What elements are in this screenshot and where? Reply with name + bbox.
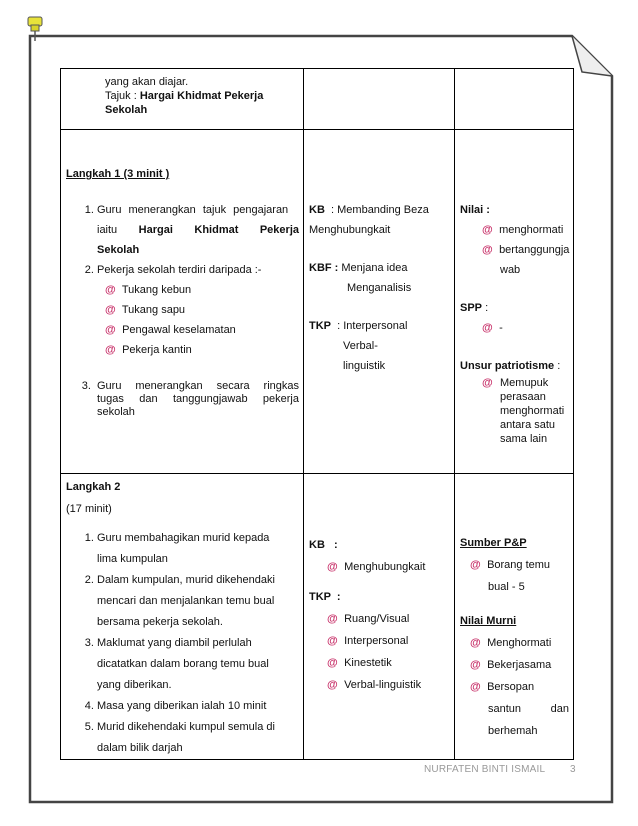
tkp-text: Interpersonal	[344, 635, 409, 647]
nilai-text: bertanggungja	[499, 244, 570, 256]
tajuk-line	[105, 89, 303, 103]
swirl-bullet-icon: @	[470, 681, 481, 693]
kb-line	[309, 200, 454, 220]
list-item	[309, 556, 454, 578]
workers-list	[61, 280, 303, 360]
item-line: bersama pekerja sekolah.	[97, 616, 223, 628]
item-line: 2. Dalam kumpulan, murid dikehendaki	[97, 574, 275, 586]
langkah1-step-cell	[61, 130, 304, 474]
swirl-bullet-icon: @	[482, 377, 493, 389]
langkah2-duration: (17 minit)	[66, 503, 112, 515]
swirl-bullet-icon: @	[105, 324, 116, 336]
list-item	[97, 717, 303, 759]
kbf-value: Menganalisis	[347, 282, 412, 294]
patriot-text: Memupuk	[500, 377, 549, 389]
kb-value: : Membanding Beza	[331, 204, 429, 216]
list-item	[460, 240, 573, 260]
item1-word: Pekerja	[259, 224, 299, 236]
swirl-bullet-icon: @	[482, 244, 493, 256]
langkah2-values-cell	[455, 474, 574, 760]
item1-line-a	[97, 200, 299, 220]
row1-step-cell	[61, 69, 304, 130]
list-item	[460, 632, 573, 654]
list-item	[460, 220, 573, 240]
nilai-murni-text: Bersopan	[487, 681, 535, 693]
worker-text: Tukang kebun	[121, 284, 192, 296]
swirl-bullet-icon: @	[470, 637, 481, 649]
list-item	[97, 570, 303, 633]
list-item	[97, 528, 303, 570]
item1-line-b	[97, 220, 299, 240]
tkp-text: Kinestetik	[344, 657, 392, 669]
patriot-text: antara satu	[500, 419, 556, 431]
nilai-murni-text: santun	[488, 703, 522, 715]
swirl-bullet-icon: @	[327, 561, 338, 573]
swirl-bullet-icon: @	[105, 304, 116, 316]
list-item	[309, 608, 454, 630]
langkah1-list	[61, 200, 303, 280]
item-line: 3. Maklumat yang diambil perlulah	[97, 637, 252, 649]
list-item: 3. Guru menerangkan secara ringkas tugas dan tanggungjawab pekerja sekolah	[97, 380, 303, 419]
swirl-bullet-icon: @	[482, 322, 493, 334]
swirl-bullet-icon: @	[327, 657, 338, 669]
tkp-value: Verbal-	[343, 340, 378, 352]
item-line: lima kumpulan	[97, 553, 168, 565]
tkp-label: TKP :	[309, 591, 341, 603]
tkp-value: linguistik	[343, 360, 386, 372]
list-item	[61, 300, 303, 320]
item-line: 1. Guru membahagikan murid kepada	[97, 532, 270, 544]
spp-line	[460, 298, 573, 318]
item-line: dicatatkan dalam borang temu bual	[97, 658, 269, 670]
list-item	[97, 260, 303, 280]
row1-notes-cell	[304, 69, 455, 130]
list-item	[61, 320, 303, 340]
langkah1-list-cont	[61, 380, 303, 419]
kb-value-2: Menghubungkait	[309, 224, 391, 236]
swirl-bullet-icon: @	[470, 559, 481, 571]
spp-label: SPP	[460, 302, 483, 314]
list-item	[460, 554, 573, 576]
spp-colon: :	[482, 302, 489, 314]
nilai-murni-text: dan	[550, 703, 569, 715]
kbf-value: Menjana idea	[341, 262, 408, 274]
patriot-label: Unsur patriotisme	[460, 360, 555, 372]
nilai-murni-text: berhemah	[488, 725, 538, 737]
item-line: dalam bilik darjah	[97, 742, 183, 754]
kbf-label: KBF :	[309, 262, 339, 274]
swirl-bullet-icon: @	[482, 224, 493, 236]
patriot-text: menghormati	[500, 405, 565, 417]
list-item	[460, 318, 573, 338]
langkah1-values-cell	[455, 130, 574, 474]
kb-label: KB :	[309, 539, 338, 551]
list-item	[309, 674, 454, 696]
langkah2-heading: Langkah 2	[66, 481, 121, 493]
kb-text: Menghubungkait	[344, 561, 426, 573]
swirl-bullet-icon: @	[470, 659, 481, 671]
pushpin-icon	[24, 14, 46, 45]
footer-author: NURFATEN BINTI ISMAIL	[424, 764, 546, 775]
tkp-value: : Interpersonal	[337, 320, 408, 332]
list-item	[309, 652, 454, 674]
list-item	[97, 633, 303, 696]
worker-text: Tukang sapu	[121, 304, 186, 316]
list-item	[61, 340, 303, 360]
swirl-bullet-icon: @	[327, 613, 338, 625]
tajuk-title-cont: Sekolah	[105, 104, 148, 116]
row1-line1: yang akan diajar.	[105, 76, 189, 88]
sumber-label: Sumber P&P	[460, 537, 527, 549]
tkp-label: TKP	[309, 320, 331, 332]
item1-word: Khidmat	[194, 224, 239, 236]
nilai-murni-text: Menghormati	[487, 637, 552, 649]
swirl-bullet-icon: @	[105, 284, 116, 296]
nilai-text: wab	[500, 264, 521, 276]
item1-text: 1. Guru menerangkan tajuk pengajaran	[97, 204, 289, 216]
patriot-line	[460, 356, 573, 376]
item1-prefix: iaitu	[97, 224, 118, 236]
sumber-text: Borang temu	[487, 559, 551, 571]
nilai-murni-label: Nilai Murni	[460, 615, 517, 627]
tkp-text: Verbal-linguistik	[344, 679, 422, 691]
lesson-plan-table	[60, 68, 574, 760]
nilai-label: Nilai :	[460, 204, 490, 216]
kb-label: KB	[309, 204, 325, 216]
tajuk-title: Hargai Khidmat Pekerja	[139, 90, 264, 102]
langkah1-heading: Langkah 1 (3 minit )	[66, 168, 170, 180]
tkp-line	[309, 316, 454, 336]
tajuk-prefix: Tajuk :	[105, 90, 140, 102]
worker-text: Pekerja kantin	[122, 344, 192, 356]
list-item	[97, 200, 303, 260]
langkah2-list	[61, 528, 303, 759]
sumber-text: bual - 5	[488, 581, 525, 593]
patriot-text: sama lain	[500, 433, 548, 445]
table-row	[61, 474, 574, 760]
worker-text: Pengawal keselamatan	[122, 324, 236, 336]
list-item	[460, 676, 573, 698]
row1-values-cell	[455, 69, 574, 130]
list-item	[61, 280, 303, 300]
swirl-bullet-icon: @	[327, 635, 338, 647]
langkah2-step-cell	[61, 474, 304, 760]
list-item	[460, 376, 573, 446]
item-line: 5. Murid dikehendaki kumpul semula di	[97, 721, 275, 733]
tkp-text: Ruang/Visual	[344, 613, 410, 625]
list-item	[460, 654, 573, 676]
spp-text: -	[499, 322, 503, 334]
kbf-line	[309, 258, 454, 278]
list-item	[309, 630, 454, 652]
patriot-text: perasaan	[500, 391, 546, 403]
item1-line-c: Sekolah	[97, 244, 140, 256]
page-number: 3	[570, 764, 576, 775]
item2-text: Pekerja sekolah terdiri daripada :-	[97, 264, 262, 276]
item-line: mencari dan menjalankan temu bual	[97, 595, 275, 607]
table-row	[61, 130, 574, 474]
langkah2-notes-cell	[304, 474, 455, 760]
nilai-murni-text: Bekerjasama	[487, 659, 552, 671]
table-row	[61, 69, 574, 130]
swirl-bullet-icon: @	[327, 679, 338, 691]
item-line: 4. Masa yang diberikan ialah 10 minit	[97, 700, 267, 712]
nilai-murni-cont	[460, 698, 573, 720]
patriot-colon: :	[554, 360, 561, 372]
item-line: yang diberikan.	[97, 679, 172, 691]
swirl-bullet-icon: @	[105, 344, 116, 356]
item1-word: Hargai	[138, 224, 173, 236]
list-item	[97, 696, 303, 717]
langkah1-notes-cell	[304, 130, 455, 474]
nilai-text: menghormati	[499, 224, 564, 236]
